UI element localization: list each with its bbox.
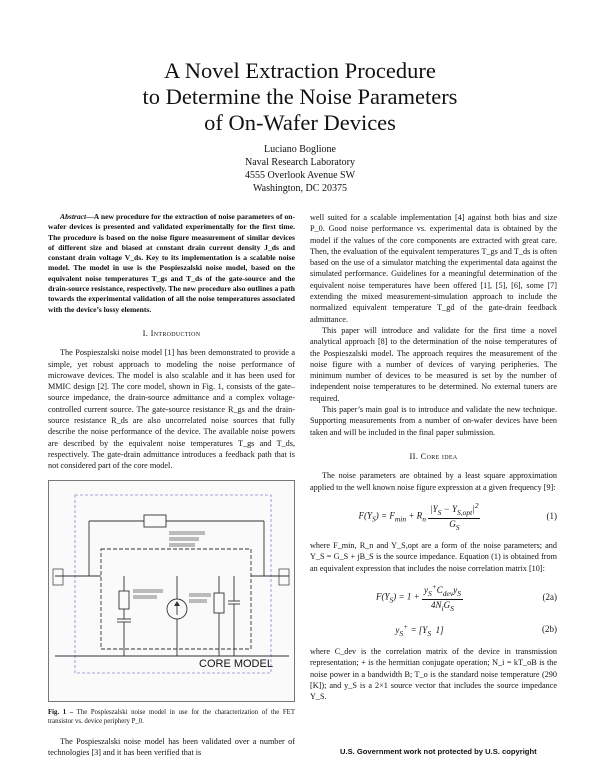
section-heading-core-idea: II. Core idea: [409, 450, 458, 461]
core-model-label: CORE MODEL: [199, 657, 273, 670]
equation-2a: $F(Y_S) = 1$ + $\frac{y_S^+C_{dev}y_S}{4N_iG_S}$ (2a): [376, 581, 557, 613]
title-line-1: A Novel Extraction Procedure: [164, 58, 436, 83]
author-name: Luciano Boglione: [264, 144, 336, 155]
equation-1: $F(Y_S) = F_{min} + R_n$ $\frac{|Y_S - Y_{S,opt}|^2}{G_S}$ (1): [358, 500, 557, 532]
author-city: Washington, DC 20375: [253, 183, 347, 194]
intro-paragraph-2: The Pospieszalski noise model has been validated over a number of technologies [3] and it has been verified that is: [48, 736, 295, 757]
abstract-label: Abstract: [60, 212, 87, 221]
left-column: [48, 212, 295, 758]
equation-1-number: (1): [546, 510, 557, 521]
copyright-footer: U.S. Government work not protected by U.S. copyright: [340, 747, 537, 756]
figure-1: [48, 480, 295, 702]
core-paragraph-3: where C_dev is the correlation matrix of the device in transmission representation; + is the hermitian conjugate operation; N_i = kT_oB is the noise power in a bandwidth B; T_o is the standard noise temperature (290 [K]); and y_S is a 2×1 source vector that includes the source impedance Y_S.: [310, 647, 557, 702]
abstract: [48, 212, 295, 315]
section-heading-introduction: I. Introduction: [142, 327, 201, 338]
title-line-2: to Determine the Noise Parameters: [142, 84, 458, 109]
right-paragraph-2: This paper will introduce and validate for the first time a novel analytical approach [8] to the determination of the noise temperatures of the Pospieszalski model. The approach requires the measurement of the noise figure with a number of devices of varying peripheries. The minimum number of devices to be measured is set by the number of independent noise temperatures to be determined. No external tuners are required.: [310, 325, 557, 403]
equation-2b: $y_S^+ = [Y_S$ 1] (2b): [395, 622, 557, 638]
right-paragraph-1: well suited for a scalable implementation [4] against both bias and size P_0. Good noise performance vs. experimental data is obtained by the model if the values of the core components are extracted with great care. Then, the evaluation of the equivalent temperatures T_gs and T_ds is often based on the use of a simulator matching the experimental data against the simulated performance. Guidelines for a meaningful determination of the equivalent noise temperatures have been offered [1], [5], [6], some [7] extending the mixed measurement-simulation approach to include the normalized equivalent temperature T_gd of the gate-drain feedback admittance.: [310, 213, 557, 324]
equation-2b-number: (2b): [542, 624, 557, 635]
author-street: 4555 Overlook Avenue SW: [244, 170, 356, 181]
core-paragraph-1: The noise parameters are obtained by a least square approximation applied to the well known noise figure expression at a given frequency [9]:: [310, 471, 557, 492]
right-column: [310, 212, 557, 703]
author-affiliation: Naval Research Laboratory: [245, 157, 355, 168]
right-paragraph-3: This paper’s main goal is to introduce and validate the new technique. Supporting measurements from a number of on-wafer devices have been taken and will be included in the final paper submission.: [310, 405, 557, 437]
paper-title: [0, 58, 600, 136]
equation-2a-number: (2a): [542, 591, 557, 602]
title-line-3: of On-Wafer Devices: [204, 110, 396, 135]
core-model-circuit-diagram: [49, 481, 294, 701]
figure-1-caption: Fig. 1 – The Pospieszalski noise model in use for the characterization of the FET transistor vs. device periphery P_0.: [48, 708, 295, 725]
intro-paragraph-1: The Pospieszalski noise model [1] has been demonstrated to provide a simple, yet robust approach to modeling the noise performance of microwave devices. The model is also scalable and it has been used for MMIC design [2]. The core model, shown in Fig. 1, consists of the gate–source impedance, the drain-source admittance and a complex voltage-controlled current source. The gate-source resistance R_gs and the drain-source resistance R_ds are also uncorrelated noise sources that fully describe the noise performance of the device. The available noise powers are described by the equivalent noise temperatures T_gs and T_ds, respectively. The gate-drain admittance introduces a feedback path that is not considered part of the core model.: [48, 348, 295, 471]
abstract-text: —A new procedure for the extraction of noise parameters of on-wafer devices is presented and validated experimentally for the first time. The procedure is based on the noise figure measurement of similar devices of different size and biased at constant drain current density J_ds and constant drain voltage V_ds. Key to its implementation is a scalable noise model. The model in use is the Pospieszalski noise model, based on the equivalent noise temperatures T_gs and T_ds of the gate-source and the drain-source resistance, respectively. The new procedure also outlines a path towards the experimental validation of all the noise temperatures associated with the device’s lossy elements.: [48, 212, 296, 314]
author-block: [0, 143, 600, 195]
core-paragraph-2: where F_min, R_n and Y_S,opt are a form of the noise parameters; and Y_S = G_S + jB_S is the source impedance. Equation (1) is obtained from an equivalent expression that includes the noise correlation matrix [10]:: [310, 541, 557, 573]
